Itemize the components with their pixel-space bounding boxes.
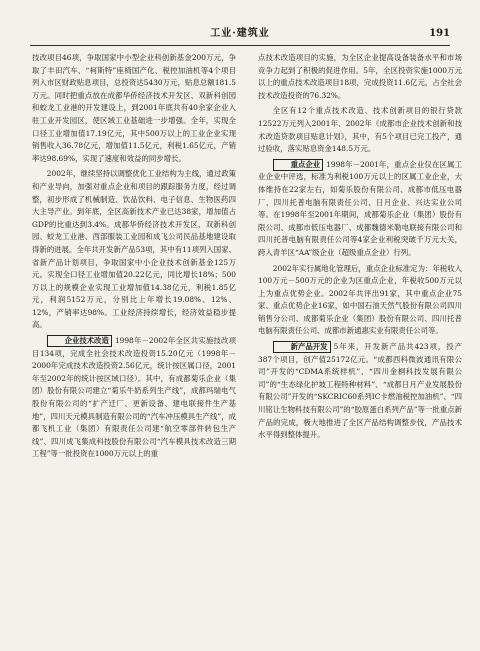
page-header	[30, 26, 450, 42]
paragraph: 技改项目46项，争取国家中小型企业科创新基金200万元，争取了丰田汽车、“柯斯特”座椅国产化、税控加油机等4个项目列入市区财政贴息项目，总投资达5430万元，贴息总额181.5万元。同时把重点放在成都华侨经济技术开发区、双新科创园和蛟龙工业港的开发建设上，到2001年底共有40余家企业入驻工业开发园区，使区域工业基础进一步增强。全年，实现全口径工业增加值17.19亿元，其中500万以上的工业企业实现销售收入36.78亿元，增加值11.5亿元，利税1.65亿元，产销率达98.69%，实现了速度和效益的同步增长。	[32, 53, 236, 163]
paragraph: 2002年，继续坚持以调整优化工业结构为主线，通过政策和产业导向，加强对重点企业和项目的跟踪服务力度，经过调整，初步形成了机械制造、饮品饮料、电子信息、生物医药四大主导产业。到年底，全区高新技术产业已达38家，增加值占GDP的比重达到3.4%。成都华侨经济技术开发区、双新科创园、蛟龙工业港、西部服装工业园和成飞公司民品基地建设取得新的进展。全年共开发新产品53项，其中有11项列入国家、省新产品计划项目，争取国家中小企业技术创新基金125万元。实现全口径工业增加值20.22亿元，同比增长18%；500万以上的规模企业实现工业增加值14.38亿元，利税1.85亿元，利润5152万元，分别比上年增长19.08%、12%、12%，产销率达98%。工业经济持续增长，经济效益稳步提高。	[32, 169, 236, 330]
header-rule	[30, 45, 450, 46]
paragraph-text: 1998年－2001年，重点企业仅在区属工业企业中评选，标准为利税100万元以上的区属工业企业，大体维持在22家左右，如菊乐股份有限公司、成都市低压电器厂、四川托普电脑有限责任公司、日月企业、兴达实业公司等。在1998年至2001年期间，成都菊乐企业（集团）股份有限公司、成都市低压电器厂、成都魏德米勒电联接有限公司和四川托普电脑有限责任公司等4家企业利税突破千万元大关，跨入青羊区“AA”级企业（超级重点企业）行列。	[258, 159, 462, 257]
paragraph: 全区有12个重点技术改造、技术创新项目的银行贷款12522万元列入2001年、2002年《成都市企业技术创新和技术改造贷款项目贴息计划》，其中，有5个项目已完工投产，通过验收，落实贴息资金148.5万元。	[258, 106, 462, 154]
section-paragraph	[32, 335, 236, 461]
section-label: 新产品开发	[273, 341, 331, 353]
paragraph-text: 1998年－2002年全区共实施技改项目134项，完成全社会技术改造投资15.20亿元（1998年－2000年完成技术改造投资2.56亿元，统计按区属口径，2001年至2002年的统计按区域口径）。其中，有成都菊乐企业（集团）股份有限公司建立“菊乐牛奶系列生产线”，成都玛瑞电气股份有限公司的“扩产迁厂、更新设备、建电联接件生产基地”，四川天元模具制造有限公司的“汽车冲压模具生产线”，成都飞机工业（集团）有限责任公司建“航空零部件转包生产线”、四川成飞集成科技股份有限公司“汽车模具技术改造三期工程”等一批投资在1000万元以上的重	[32, 336, 236, 459]
paragraph-text: 5年来，开发新产品共423项，投产387个项目，创产值25172亿元。“成都西科微波通讯有限公司”开发的“CDMA系统样机”、“四川金桐科技发展有限公司”的“生态绿化护坡工程特种材料”、“成都日月产业发展股份有限公司”开发的“SKCRIC60系列IC卡燃油税控加油机”、“四川铭让生物科技有限公司”的“胶原蛋白系列产品”等一批重点新产品的完成，极大地推进了全区产品结构调整步伐，产品技术水平得到整体提升。	[258, 342, 462, 440]
section-label: 企业技术改造	[47, 335, 112, 347]
left-column	[32, 52, 236, 464]
section-paragraph	[258, 159, 462, 260]
paragraph: 2002年实行属地化管理后，重点企业标准定为：年税收入100万元－500万元的企业为区重点企业，年税收500万元以上为重点优势企业。2002年共评出91家，其中重点企业75家、重点优势企业16家，如中国石油天然气股份有限公司四川销售分公司、成都菊乐企业（集团）股份有限公司、四川托普电脑有限责任公司、成都市新通惠实业有限责任公司等。	[258, 263, 462, 336]
paragraph: 点技术改造项目的实施，为全区企业提高设备装备水平和市场竞争力起到了积极的促进作用。5年，全区投资实施1000万元以上的重点技术改造项目18项，完成投资11.6亿元，占全社会技术改造投资的76.32%。	[258, 53, 462, 100]
running-title: 工业·建筑业	[210, 28, 270, 39]
right-column	[258, 52, 462, 445]
section-paragraph	[258, 341, 462, 442]
page-number: 191	[429, 28, 450, 39]
section-label: 重点企业	[273, 159, 323, 171]
